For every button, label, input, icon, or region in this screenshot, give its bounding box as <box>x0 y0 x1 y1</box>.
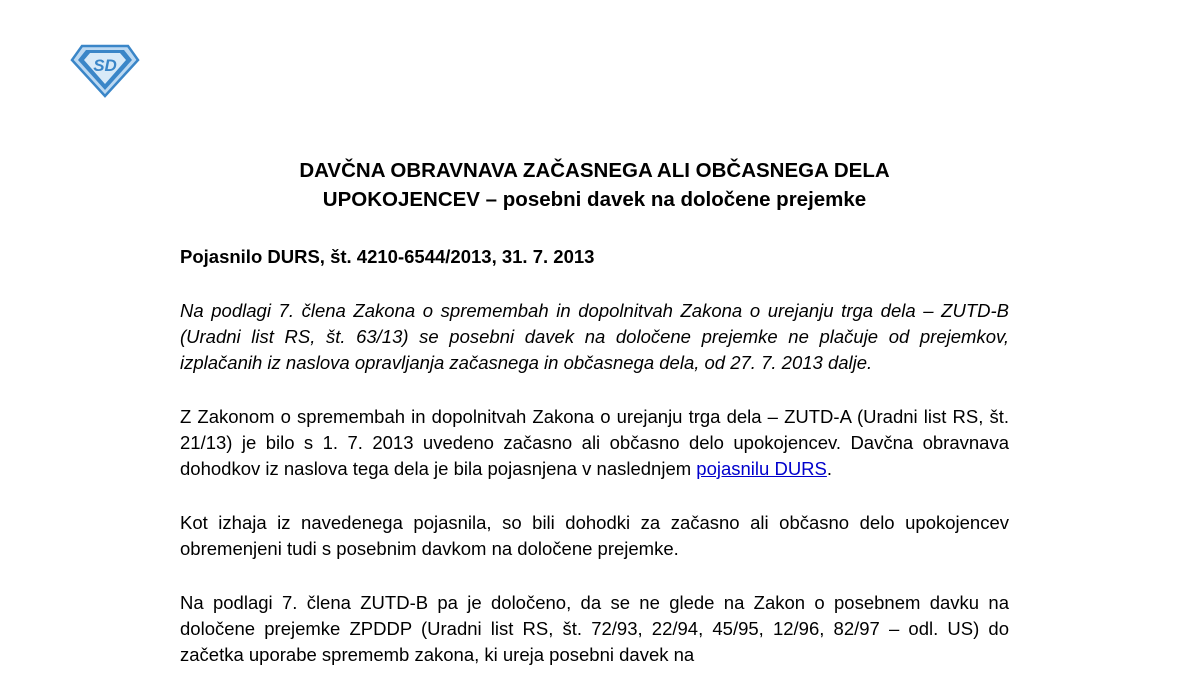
paragraph-3: Kot izhaja iz navedenega pojasnila, so bili dohodki za začasno ali občasno delo upokojencev obremenjeni tudi s posebnim davkom na določene prejemke. <box>180 512 1009 559</box>
company-logo <box>70 44 140 98</box>
title-line-2: UPOKOJENCEV – posebni davek na določene prejemke <box>322 188 867 211</box>
diamond-logo-icon <box>70 44 140 98</box>
paragraph-1: Na podlagi 7. člena Zakona o spremembah in dopolnitvah Zakona o urejanju trga dela – ZUTD-B (Uradni list RS, št. 63/13) se posebni davek na določene prejemke ne plačuje od prejemkov, izplačanih iz naslova opravljanja začasnega in občasnega dela, od 27. 7. 2013 dalje. <box>180 300 1009 373</box>
paragraph-4: Na podlagi 7. člena ZUTD-B pa je določeno, da se ne glede na Zakon o posebnem davku na določene prejemke ZPDDP (Uradni list RS, št. 72/93, 22/94, 45/95, 12/96, 82/97 – odl. US) do začetka uporabe sprememb zakona, ki ureja posebni davek na <box>180 592 1009 665</box>
document-title <box>180 156 1009 214</box>
paragraph-2 <box>180 404 1009 482</box>
title-line-1: DAVČNA OBRAVNAVA ZAČASNEGA ALI OBČASNEGA DELA <box>299 159 890 182</box>
paragraph-2-end: . <box>826 458 833 479</box>
logo-lettering: SD <box>93 56 117 75</box>
document-body <box>180 156 1009 668</box>
durs-explanation-link[interactable]: pojasnilu DURS <box>696 458 827 479</box>
reference-line: Pojasnilo DURS, št. 4210-6544/2013, 31. 7. 2013 <box>180 246 595 267</box>
paragraph-2-text: Z Zakonom o spremembah in dopolnitvah Zakona o urejanju trga dela – ZUTD-A (Uradni list RS, št. 21/13) je bilo s 1. 7. 2013 uvedeno začasno ali občasno delo upokojencev. Davčna obravnava dohodkov iz naslova tega dela je bila pojasnjena v naslednjem <box>180 406 1009 479</box>
